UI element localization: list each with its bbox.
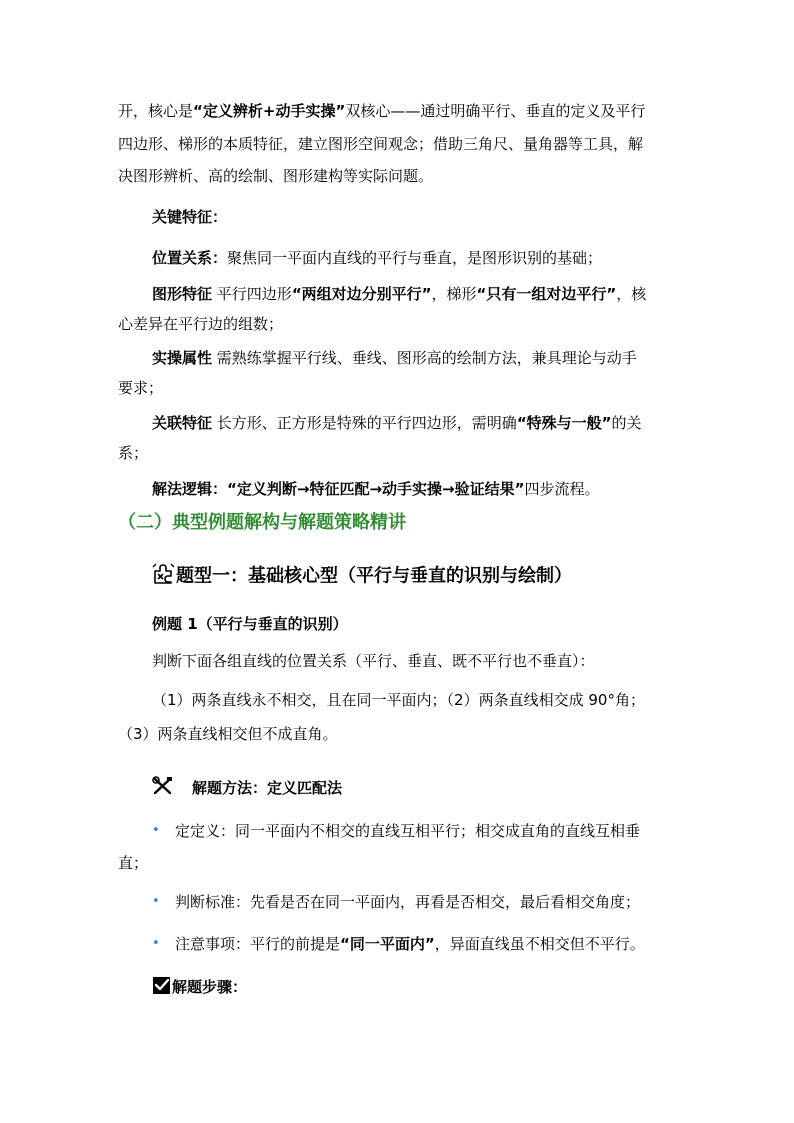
feature-label: 图形特征	[152, 285, 213, 303]
feature-shape	[152, 284, 646, 304]
feature-text: 四步流程。	[524, 480, 600, 498]
feature-emphasis: “只有一组对边平行”	[476, 285, 617, 303]
feature-practice	[152, 348, 637, 368]
bullet-text: ，异面直线虽不相交但不平行。	[434, 935, 645, 953]
method-bullet-2: 判断标准：先看是否在同一平面内，再看是否相交，最后看相交角度；	[175, 893, 641, 911]
section-heading: （二）典型例题解构与解题策略精讲	[118, 512, 406, 533]
example1-title: 例题 1（平行与垂直的识别）	[152, 615, 348, 633]
feature-logic	[152, 479, 599, 499]
bullet-text: 注意事项：平行的前提是	[175, 935, 341, 953]
steps-heading	[152, 975, 247, 1000]
puzzle-icon	[152, 562, 176, 591]
check-box-icon	[152, 975, 172, 1000]
intro-text: 开，核心是	[118, 102, 194, 120]
type1-title: 题型一：基础核心型（平行与垂直的识别与绘制）	[176, 565, 572, 587]
method-bullet-1-line-2: 直；	[118, 854, 149, 872]
method-heading	[152, 776, 342, 801]
example1-question: 判断下面各组直线的位置关系（平行、垂直、既不平行也不垂直）：	[152, 652, 595, 670]
feature-position	[152, 248, 602, 268]
feature-emphasis: “两组对边分别平行”	[291, 285, 432, 303]
bullet-marker: •	[152, 823, 160, 838]
type1-heading	[152, 562, 572, 591]
feature-text: 聚焦同一平面内直线的平行与垂直，是图形识别的基础；	[227, 249, 603, 267]
method-title: 解题方法：定义匹配法	[192, 779, 343, 797]
intro-line-3: 决图形辨析、高的绘制、图形建构等实际问题。	[118, 167, 434, 185]
intro-text: 双核心——通过明确平行、垂直的定义及平行	[345, 102, 646, 120]
feature-text: ，核	[616, 285, 647, 303]
bullet-marker: •	[152, 936, 160, 951]
feature-relation	[152, 413, 642, 433]
feature-practice-line-2: 要求；	[118, 379, 164, 397]
features-heading: 关键特征：	[152, 208, 228, 226]
feature-text: 的关	[611, 414, 642, 432]
bullet-marker: •	[152, 894, 160, 909]
feature-relation-line-2: 系；	[118, 444, 149, 462]
feature-text: 平行四边形	[216, 285, 292, 303]
feature-shape-line-2: 心差异在平行边的组数；	[118, 315, 284, 333]
tools-icon	[152, 776, 174, 801]
example1-items-line-2: （3）两条直线相交但不成直角。	[118, 725, 338, 743]
intro-emphasis: “定义辨析+动手实操”	[193, 102, 346, 120]
feature-label: 解法逻辑：	[152, 480, 228, 498]
feature-emphasis: “特殊与一般”	[516, 414, 612, 432]
method-bullet-1: 定定义：同一平面内不相交的直线互相平行；相交成直角的直线互相垂	[175, 822, 641, 840]
bullet-emphasis: “同一平面内”	[340, 935, 435, 953]
method-bullet-3	[175, 934, 645, 954]
feature-label: 实操属性	[152, 349, 213, 367]
feature-label: 关联特征	[152, 414, 213, 432]
feature-label: 位置关系：	[152, 249, 228, 267]
example1-items-line-1: （1）两条直线永不相交，且在同一平面内；（2）两条直线相交成 90°角；	[152, 691, 645, 709]
intro-line-1	[118, 101, 645, 121]
feature-emphasis: “定义判断→特征匹配→动手实操→验证结果”	[227, 480, 525, 498]
feature-text: 长方形、正方形是特殊的平行四边形，需明确	[216, 414, 517, 432]
feature-text: 需熟练掌握平行线、垂线、图形高的绘制方法，兼具理论与动手	[216, 349, 637, 367]
feature-text: ，梯形	[431, 285, 477, 303]
steps-title: 解题步骤：	[172, 978, 248, 996]
intro-line-2: 四边形、梯形的本质特征，建立图形空间观念；借助三角尺、量角器等工具，解	[118, 135, 644, 153]
